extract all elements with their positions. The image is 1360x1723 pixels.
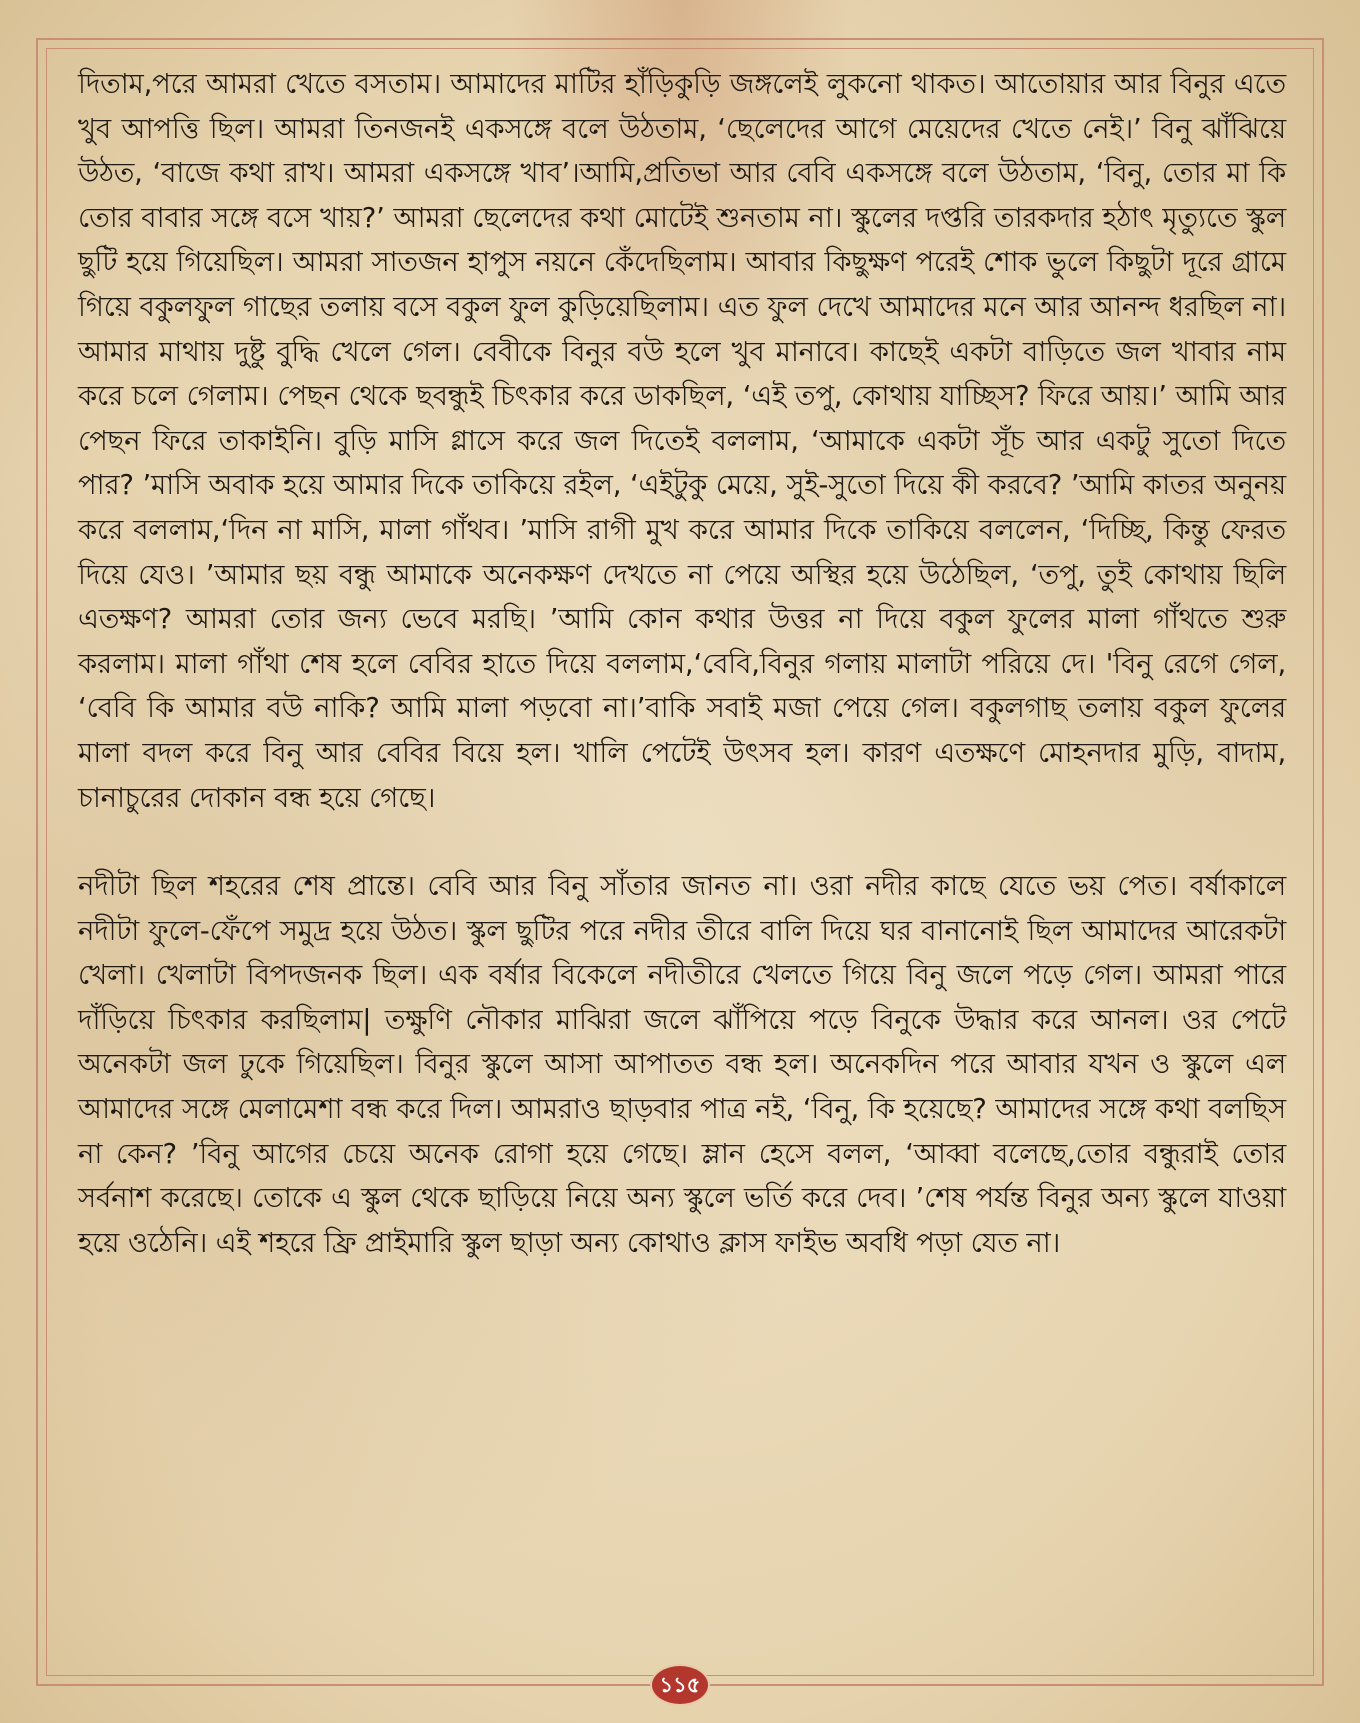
paragraph-spacer (78, 820, 1286, 864)
paragraph-1: দিতাম,পরে আমরা খেতে বসতাম। আমাদের মাটির হাঁড়িকুড়ি জঙ্গলেই লুকনো থাকত। আতোয়ার আর বিনুর এতে খুব আপত্তি ছিল। আমরা তিনজনই একসঙ্গে বলে উঠতাম, ‘ছেলেদের আগে মেয়েদের খেতে নেই।’ বিনু ঝাঁঝিয়ে উঠত, ‘বাজে কথা রাখ। আমরা একসঙ্গে খাব’।আমি,প্রতিভা আর বেবি একসঙ্গে বলে উঠতাম, ‘বিনু, তোর মা কি তোর বাবার সঙ্গে বসে খায়?’ আমরা ছেলেদের কথা মোটেই শুনতাম না। স্কুলের দপ্তরি তারকদার হঠাৎ মৃত্যুতে স্কুল ছুটি হয়ে গিয়েছিল। আমরা সাতজন হাপুস নয়নে কেঁদেছিলাম। আবার কিছুক্ষণ পরেই শোক ভুলে কিছুটা দূরে গ্রামে গিয়ে বকুলফুল গাছের তলায় বসে বকুল ফুল কুড়িয়েছিলাম। এত ফুল দেখে আমাদের মনে আর আনন্দ ধরছিল না। আমার মাথায় দুষ্টু বুদ্ধি খেলে গেল। বেবীকে বিনুর বউ হলে খুব মানাবে। কাছেই একটা বাড়িতে জল খাবার নাম করে চলে গেলাম। পেছন থেকে ছবন্ধুই চিৎকার করে ডাকছিল, ‘এই তপু, কোথায় যাচ্ছিস? ফিরে আয়।’ আমি আর পেছন ফিরে তাকাইনি। বুড়ি মাসি গ্লাসে করে জল দিতেই বললাম, ‘আমাকে একটা সূঁচ আর একটু সুতো দিতে পার? ’মাসি অবাক হয়ে আমার দিকে তাকিয়ে রইল, ‘এইটুকু মেয়ে, সুই-সুতো দিয়ে কী করবে? ’আমি কাতর অনুনয় করে বললাম,‘দিন না মাসি, মালা গাঁথব। ’মাসি রাগী মুখ করে আমার দিকে তাকিয়ে বললেন, ‘দিচ্ছি, কিন্তু ফেরত দিয়ে যেও। ’আমার ছয় বন্ধু আমাকে অনেকক্ষণ দেখতে না পেয়ে অস্থির হয়ে উঠেছিল, ‘তপু, তুই কোথায় ছিলি এতক্ষণ? আমরা তোর জন্য ভেবে মরছি। ’আমি কোন কথার উত্তর না দিয়ে বকুল ফুলের মালা গাঁথতে শুরু করলাম। মালা গাঁথা শেষ হলে বেবির হাতে দিয়ে বললাম,‘বেবি,বিনুর গলায় মালাটা পরিয়ে দে। 'বিনু রেগে গেল, ‘বেবি কি আমার বউ নাকি? আমি মালা পড়বো না।’বাকি সবাই মজা পেয়ে গেল। বকুলগাছ তলায় বকুল ফুলের মালা বদল করে বিনু আর বেবির বিয়ে হল। খালি পেটেই উৎসব হল। কারণ এতক্ষণে মোহনদার মুড়ি, বাদাম, চানাচুরের দোকান বন্ধ হয়ে গেছে। (78, 68, 1286, 814)
page-number-badge: ১১৫ (650, 1664, 710, 1706)
paragraph-2: নদীটা ছিল শহরের শেষ প্রান্তে। বেবি আর বিনু সাঁতার জানত না। ওরা নদীর কাছে যেতে ভয় পেত। বর্ষাকালে নদীটা ফুলে-ফেঁপে সমুদ্র হয়ে উঠত। স্কুল ছুটির পরে নদীর তীরে বালি দিয়ে ঘর বানানোই ছিল আমাদের আরেকটা খেলা। খেলাটা বিপদজনক ছিল। এক বর্ষার বিকেলে নদীতীরে খেলতে গিয়ে বিনু জলে পড়ে গেল। আমরা পারে দাঁড়িয়ে চিৎকার করছিলাম| তক্ষুণি নৌকার মাঝিরা জলে ঝাঁপিয়ে পড়ে বিনুকে উদ্ধার করে আনল। ওর পেটে অনেকটা জল ঢুকে গিয়েছিল। বিনুর স্কুলে আসা আপাতত বন্ধ হল। অনেকদিন পরে আবার যখন ও স্কুলে এল আমাদের সঙ্গে মেলামেশা বন্ধ করে দিল। আমরাও ছাড়বার পাত্র নই, ‘বিনু, কি হয়েছে? আমাদের সঙ্গে কথা বলছিস না কেন? ’বিনু আগের চেয়ে অনেক রোগা হয়ে গেছে। ম্লান হেসে বলল, ‘আব্বা বলেছে,তোর বন্ধুরাই তোর সর্বনাশ করেছে। তোকে এ স্কুল থেকে ছাড়িয়ে নিয়ে অন্য স্কুলে ভর্তি করে দেব। ’শেষ পর্যন্ত বিনুর অন্য স্কুলে যাওয়া হয়ে ওঠেনি। এই শহরে ফ্রি প্রাইমারি স্কুল ছাড়া অন্য কোথাও ক্লাস ফাইভ অবধি পড়া যেত না। (78, 870, 1286, 1259)
story-text (78, 62, 1286, 1265)
